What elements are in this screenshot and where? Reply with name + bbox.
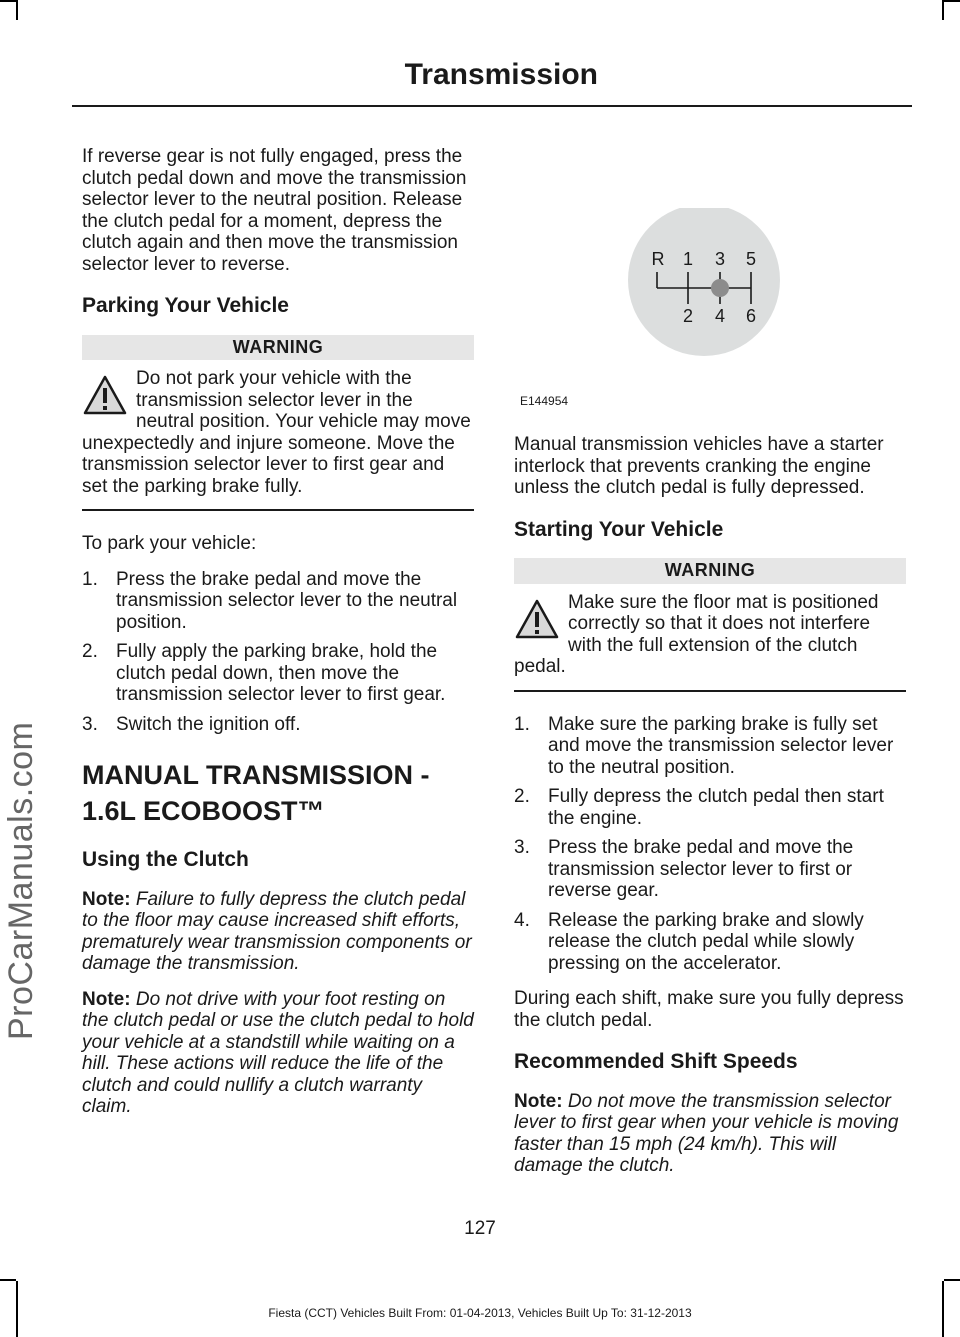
warning-text: Make sure the floor mat is positioned correctly so that it does not interfere with the full extension of the clutch pedal. [514,591,879,677]
list-item [514,714,906,779]
crop-mark [944,0,960,2]
park-steps-list [82,569,474,736]
figure-code: E144954 [520,394,569,408]
note-text: Do not move the transmission selector lever to first gear when your vehicle is moving faster than 15 mph (24 km/h). This will damage the clutch. [514,1090,899,1176]
start-steps-list [514,714,906,975]
note-paragraph [82,889,474,975]
shift-pattern-graphic [514,208,906,418]
step-number: 1. [514,713,530,735]
crop-mark [16,0,18,20]
step-text: Press the brake pedal and move the transmission selector lever to the neutral position. [116,568,458,633]
step-number: 3. [514,837,530,858]
reverse-gear-paragraph: If reverse gear is not fully engaged, press the clutch pedal down and move the transmission selector lever to the neutral position. Release the clutch pedal for a moment, depress the clutch again and then move the transmission selector lever to reverse. [82,146,467,275]
list-item [514,786,906,829]
warning-triangle-icon [514,598,560,642]
park-intro: To park your vehicle: [82,533,257,554]
right-column [514,160,906,1191]
list-item [82,714,474,736]
note-text: Failure to fully depress the clutch pedal to the floor may cause increased shift efforts, prematurely wear transmission components or damage the transmission. [82,888,472,974]
clutch-heading: Using the Clutch [82,848,249,871]
step-text: Release the parking brake and slowly release the clutch pedal while slowly pressing on the accelerator. [548,909,864,974]
list-item [514,910,906,975]
note-paragraph [82,989,474,1118]
crop-mark [942,0,944,20]
page-title: Transmission [404,58,598,91]
crop-mark [0,0,16,2]
warning-label: WARNING [514,558,906,584]
shift-speeds-heading: Recommended Shift Speeds [514,1050,798,1073]
header-divider [72,105,912,107]
footer-text: Fiesta (CCT) Vehicles Built From: 01-04-2013, Vehicles Built Up To: 31-12-2013 [268,1306,692,1320]
step-text: Make sure the parking brake is fully set and move the transmission selector lever to the neutral position. [548,713,894,778]
gear-label: 6 [745,306,757,326]
gear-label: R [651,249,665,269]
step-text: Press the brake pedal and move the transmission selector lever to first or reverse gear. [548,837,854,901]
page-number: 127 [464,1218,496,1239]
step-number: 1. [82,568,98,590]
warning-box [514,592,906,692]
gear-label: 4 [714,306,726,326]
note-paragraph [514,1091,906,1177]
warning-text: Do not park your vehicle with the transmission selector lever in the neutral position. Your vehicle may move unexpectedly and injure someone. Move the transmission selector lever to first gear and set the parking brake fully. [82,368,471,497]
step-number: 2. [514,786,530,807]
crop-mark [944,1279,960,1281]
warning-label: WARNING [82,335,474,361]
parking-heading: Parking Your Vehicle [82,294,289,317]
note-label: Note: [82,888,131,910]
list-item [514,837,906,902]
shift-paragraph: During each shift, make sure you fully depress the clutch pedal. [514,988,904,1031]
left-column [82,146,474,1132]
gear-label: 5 [745,249,757,269]
step-text: Fully depress the clutch pedal then start the engine. [548,786,884,829]
gear-label: 2 [682,306,694,326]
warning-triangle-icon [82,374,128,418]
warning-box [82,368,474,511]
gear-label: 1 [682,249,694,269]
gear-label: 3 [714,249,726,269]
note-text: Do not drive with your foot resting on the clutch pedal or use the clutch pedal to hold your vehicle at a standstill while waiting on a hill. These actions will reduce the life of the clutch and could nullify a clutch warranty claim. [82,988,474,1117]
watermark-text: ProCarManuals.com [2,721,40,1040]
list-item [82,641,474,706]
note-label: Note: [514,1090,563,1112]
starting-heading: Starting Your Vehicle [514,517,724,541]
step-number: 4. [514,909,530,931]
step-number: 3. [82,713,98,735]
gear-shift-diagram [514,208,906,418]
crop-mark [0,1279,16,1281]
step-text: Fully apply the parking brake, hold the clutch pedal down, then move the transmission selector lever to first gear. [116,641,446,705]
list-item [82,569,474,634]
step-number: 2. [82,641,98,662]
interlock-paragraph: Manual transmission vehicles have a starter interlock that prevents cranking the engine unless the clutch pedal is fully depressed. [514,434,884,498]
note-label: Note: [82,988,131,1010]
section-heading: MANUAL TRANSMISSION - 1.6L ECOBOOST™ [82,760,430,826]
step-text: Switch the ignition off. [116,713,301,735]
